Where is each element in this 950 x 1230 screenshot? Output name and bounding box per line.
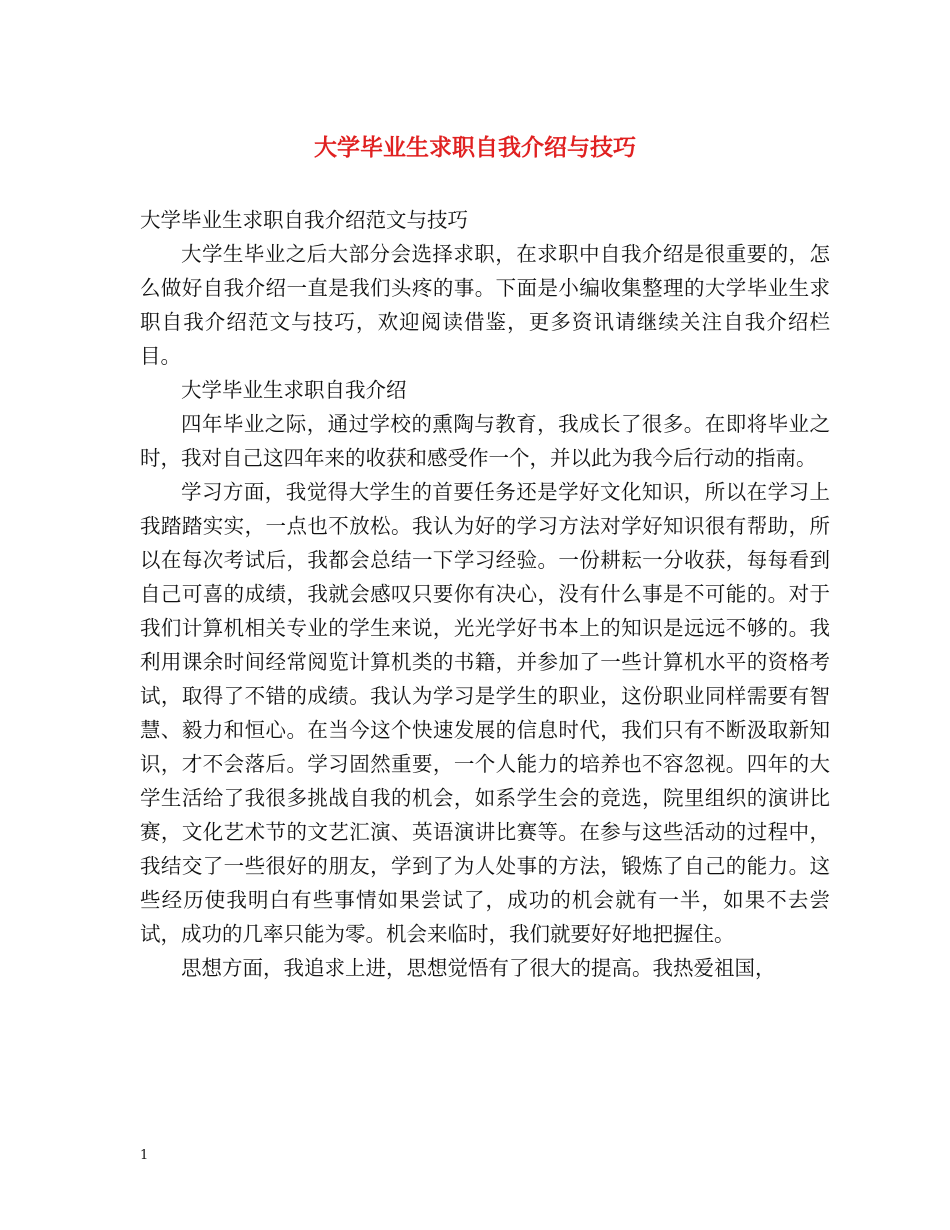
page-number: 1 [140, 1148, 149, 1163]
body-paragraph-2: 学习方面，我觉得大学生的首要任务还是学好文化知识，所以在学习上我踏踏实实，一点也不放松。我认为好的学习方法对学好知识很有帮助，所以在每次考试后，我都会总结一下学习经验。一份耕耘一分收获，每每看到自己可喜的成绩，我就会感叹只要你有决心，没有什么事是不可能的。对于我们计算机相关专业的学生来说，光光学好书本上的知识是远远不够的。我利用课余时间经常阅览计算机类的书籍，并参加了一些计算机水平的资格考试，取得了不错的成绩。我认为学习是学生的职业，这份职业同样需要有智慧、毅力和恒心。在当今这个快速发展的信息时代，我们只有不断汲取新知识，才不会落后。学习固然重要，一个人能力的培养也不容忽视。四年的大学生活给了我很多挑战自我的机会，如系学生会的竞选，院里组织的演讲比赛，文化艺术节的文艺汇演、英语演讲比赛等。在参与这些活动的过程中，我结交了一些很好的朋友，学到了为人处事的方法，锻炼了自己的能力。这些经历使我明白有些事情如果尝试了，成功的机会就有一半，如果不去尝试，成功的几率只能为零。机会来临时，我们就要好好地把握住。 [140, 480, 830, 946]
body-paragraph-3: 思想方面，我追求上进，思想觉悟有了很大的提高。我热爱祖国， [181, 956, 776, 980]
document-body [140, 203, 830, 985]
document-subtitle: 大学毕业生求职自我介绍范文与技巧 [140, 208, 468, 232]
body-paragraph-1: 四年毕业之际，通过学校的熏陶与教育，我成长了很多。在即将毕业之时，我对自己这四年来的收获和感受作一个，并以此为我今后行动的指南。 [140, 412, 830, 470]
document-title: 大学毕业生求职自我介绍与技巧 [314, 134, 636, 161]
intro-paragraph: 大学生毕业之后大部分会选择求职，在求职中自我介绍是很重要的，怎么做好自我介绍一直是我们头疼的事。下面是小编收集整理的大学毕业生求职自我介绍范文与技巧，欢迎阅读借鉴，更多资讯请继续关注自我介绍栏目。 [140, 242, 830, 368]
section-heading: 大学毕业生求职自我介绍 [181, 378, 407, 402]
